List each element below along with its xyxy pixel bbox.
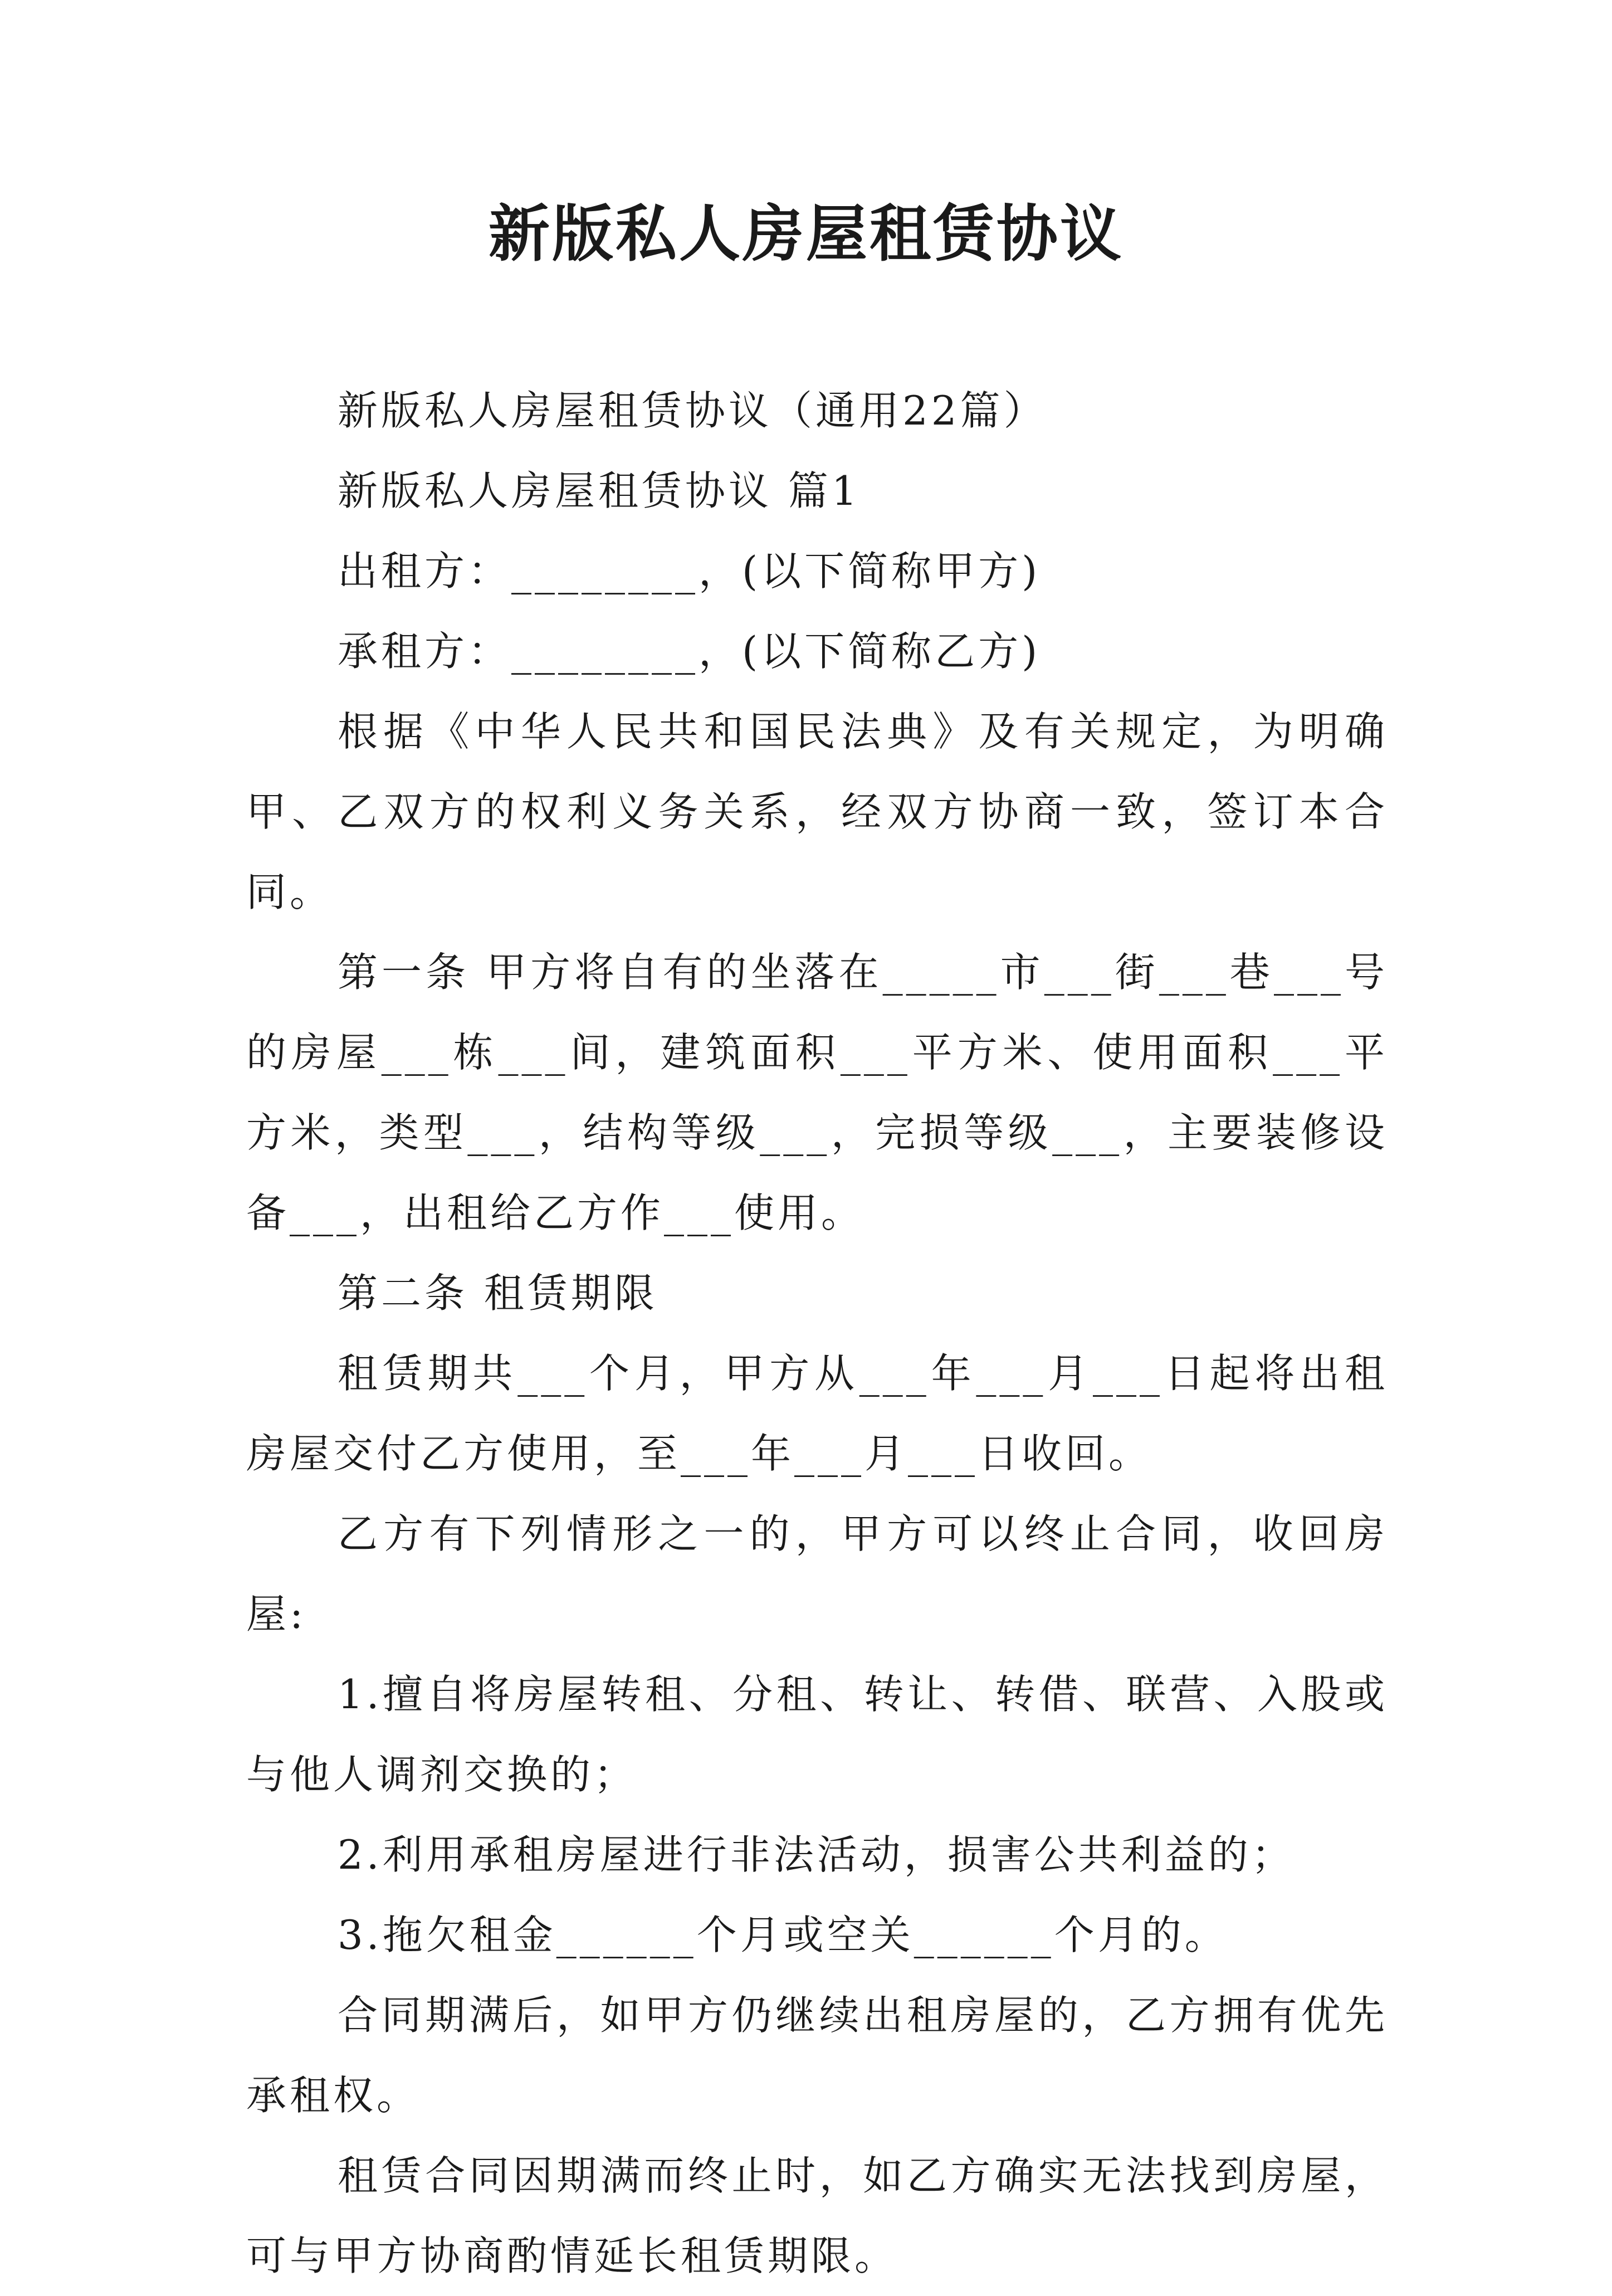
paragraph-extension: 租赁合同因期满而终止时，如乙方确实无法找到房屋，可与甲方协商酌情延长租赁期限。 (246, 2152, 1388, 2279)
paragraph-termination-item-2: 2.利用承租房屋进行非法活动，损害公共利益的； (338, 1831, 1295, 1878)
paragraph-article-1: 第一条 甲方将自有的坐落在_____市___街___巷___号的房屋___栋___间，建筑面积___平方米、使用面积___平方米，类型___，结构等级___，完损等级___，主要装修设备___，出租给乙方作___使用。 (246, 949, 1388, 1236)
paragraph-section-heading: 新版私人房屋租赁协议 篇1 (338, 467, 861, 514)
paragraph-article-2-heading: 第二条 租赁期限 (338, 1270, 658, 1317)
document-title: 新版私人房屋租赁协议 (489, 198, 1123, 270)
paragraph-termination-item-3: 3.拖欠租金______个月或空关______个月的。 (338, 1912, 1228, 1958)
paragraph-lease-term: 租赁期共___个月，甲方从___年___月___日起将出租房屋交付乙方使用，至___年___月___日收回。 (246, 1350, 1388, 1477)
paragraph-termination-item-1: 1.擅自将房屋转租、分租、转让、转借、联营、入股或与他人调剂交换的； (246, 1671, 1388, 1798)
paragraph-lessor: 出租方：________，(以下简称甲方) (338, 548, 1041, 594)
paragraph-preamble: 根据《中华人民共和国民法典》及有关规定，为明确甲、乙双方的权利义务关系，经双方协商一致，签订本合同。 (246, 708, 1388, 915)
paragraph-termination-intro: 乙方有下列情形之一的，甲方可以终止合同，收回房屋: (246, 1510, 1388, 1637)
paragraph-lessee: 承租方：________，(以下简称乙方) (338, 628, 1041, 675)
paragraph-priority-right: 合同期满后，如甲方仍继续出租房屋的，乙方拥有优先承租权。 (246, 1992, 1388, 2119)
document-body (246, 371, 1388, 2296)
paragraph-subtitle: 新版私人房屋租赁协议（通用22篇） (338, 387, 1047, 434)
